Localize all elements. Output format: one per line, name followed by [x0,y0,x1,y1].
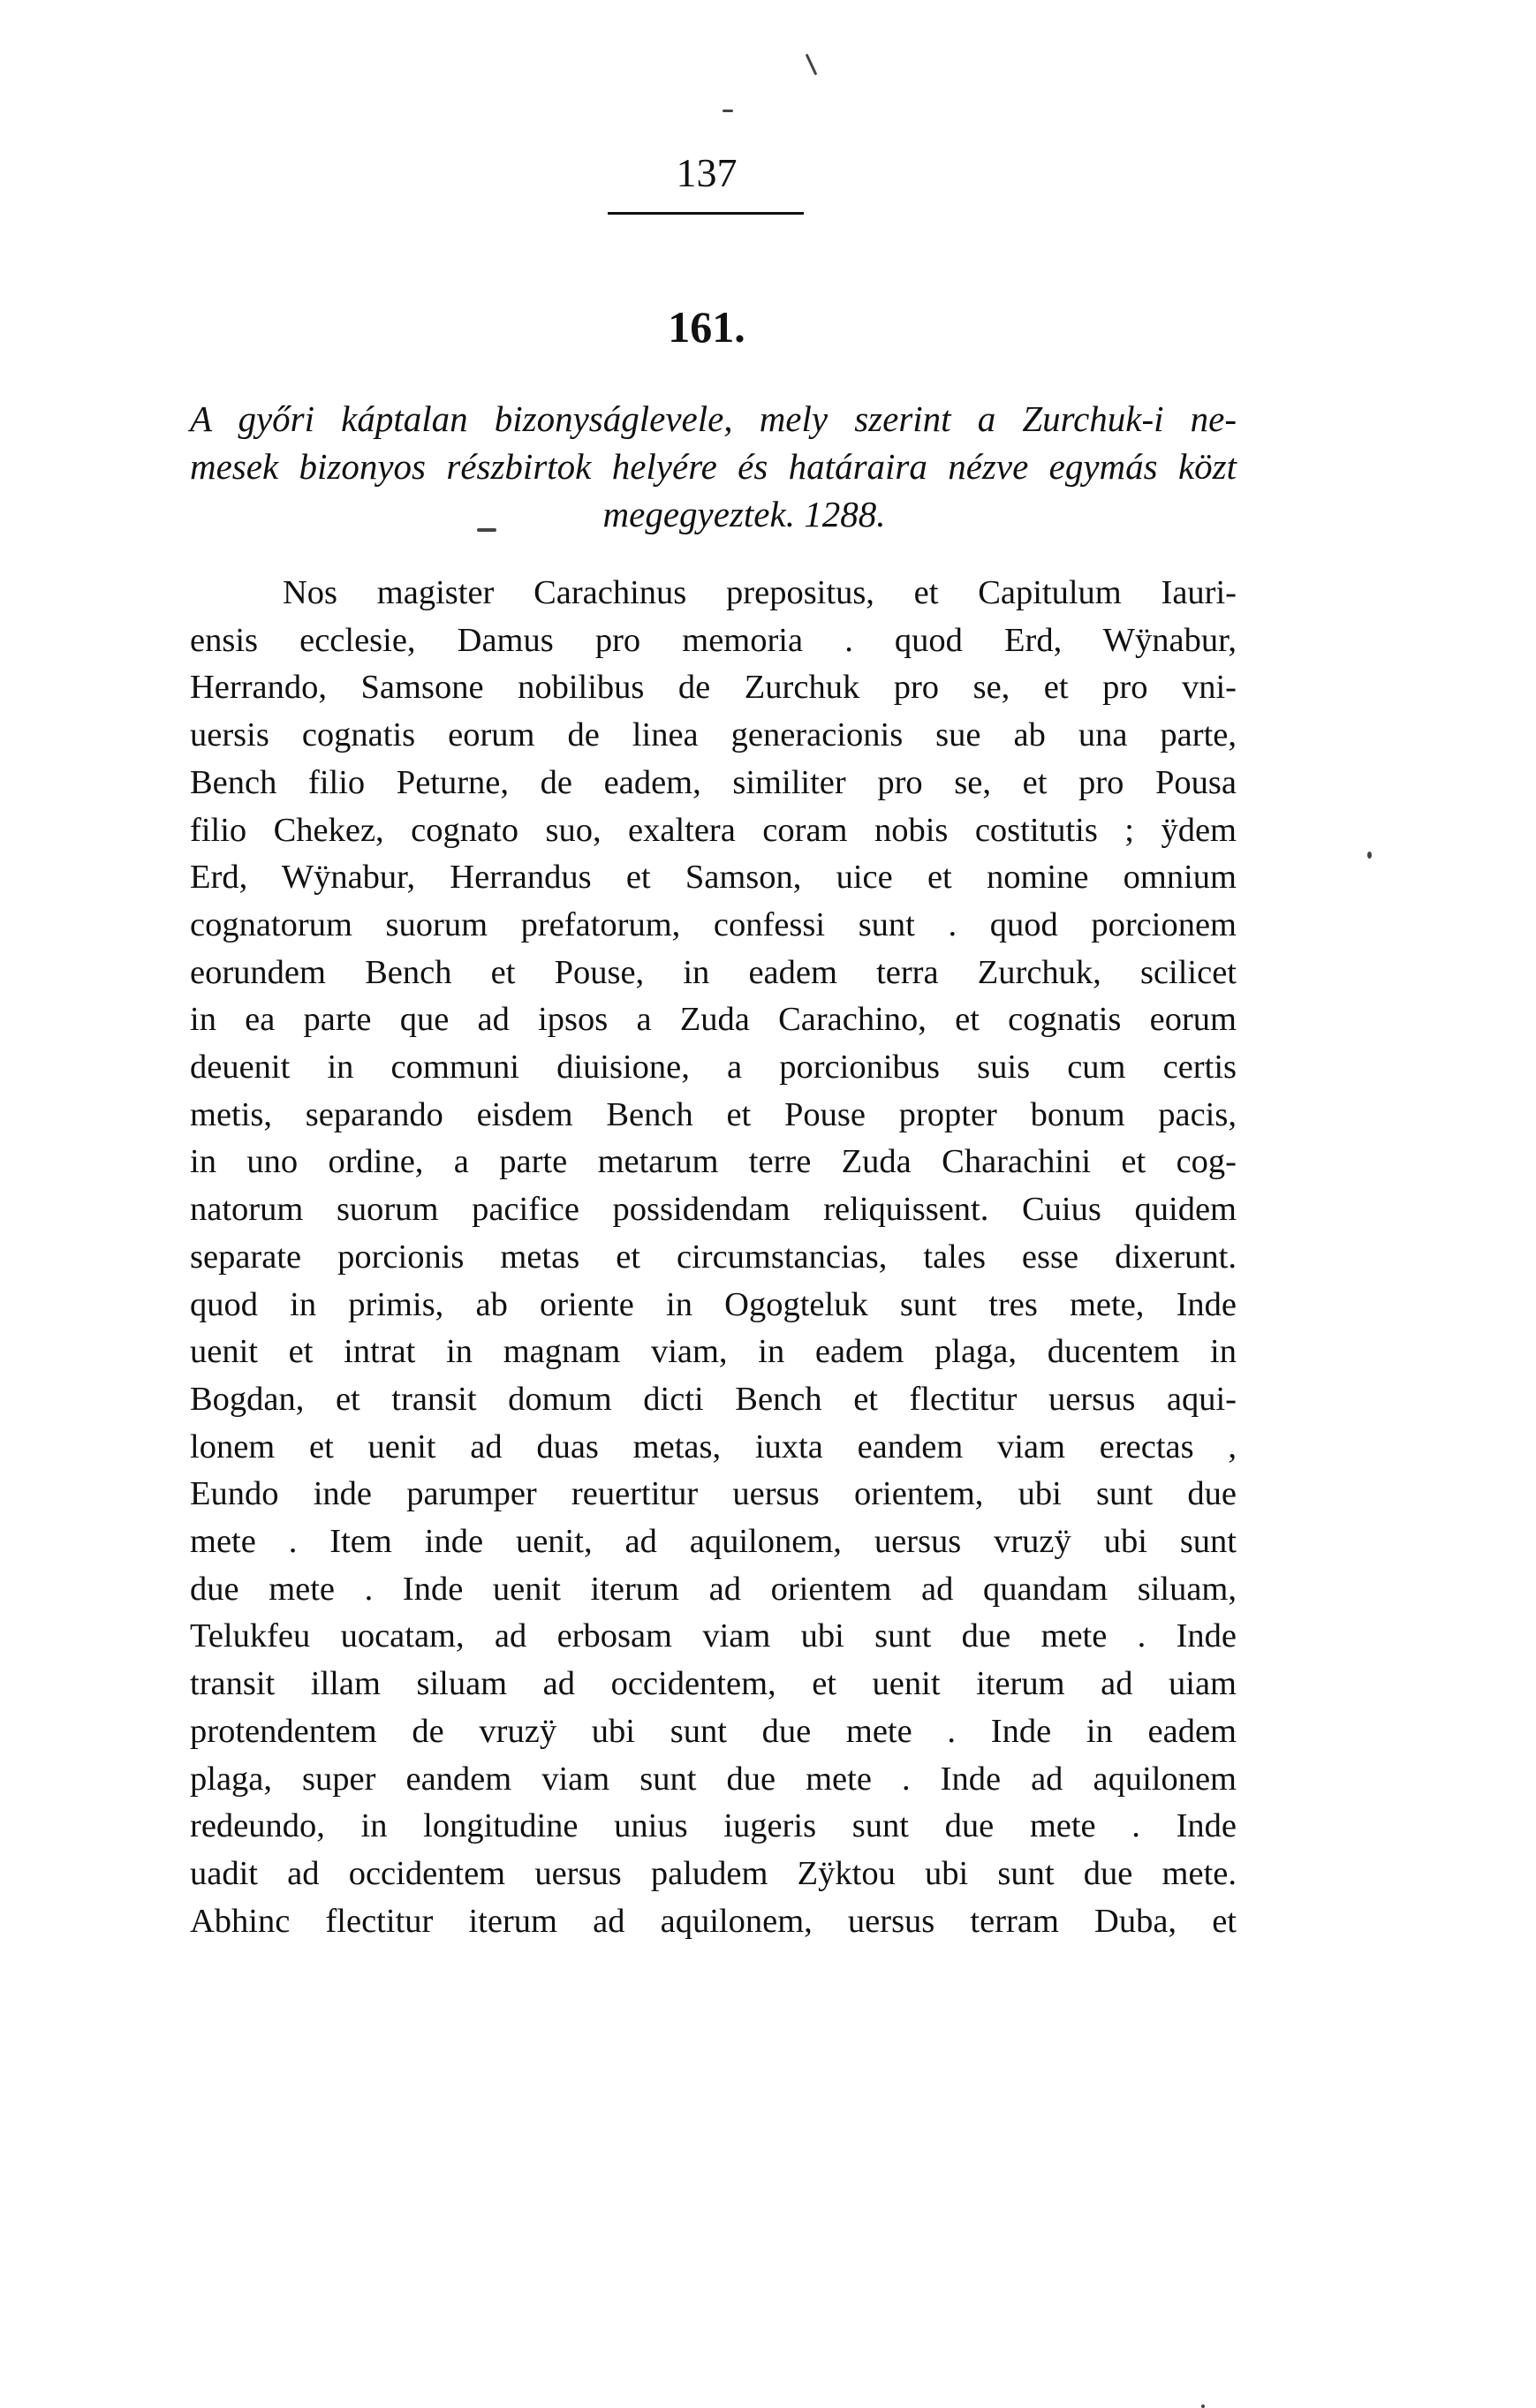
body-line: filio Chekez, cognato suo, exaltera coram nobis costitutis ; ÿdem [190,811,1237,849]
body-line: due mete . Inde uenit iterum ad orientem ad quandam siluam, [190,1570,1237,1608]
body-line: mete . Item inde uenit, ad aquilonem, uersus vruzÿ ubi sunt [190,1523,1237,1561]
body-text [190,570,1237,1945]
body-line: in uno ordine, a parte metarum terre Zuda Charachini et cog- [190,1143,1237,1181]
heading-line: A győri káptalan bizonyságlevele, mely szerint a Zurchuk-i ne- [190,398,1237,439]
document-number: 161. [668,302,745,352]
body-line: Telukfeu uocatam, ad erbosam viam ubi sunt due mete . Inde [190,1617,1237,1655]
body-line: lonem et uenit ad duas metas, iuxta eandem viam erectas , [190,1427,1237,1465]
body-line: uadit ad occidentem uersus paludem Zÿktou ubi sunt due mete. [190,1854,1237,1892]
body-line: deuenit in communi diuisione, a porcionibus suis cum certis [190,1049,1237,1087]
body-line: uersis cognatis eorum de linea generacionis sue ab una parte, [190,716,1237,754]
page-number-rule [608,212,804,215]
scan-speck [477,528,496,532]
body-line: Erd, Wÿnabur, Herrandus et Samson, uice et nomine omnium [190,859,1237,897]
body-line: ensis ecclesie, Damus pro memoria . quod Erd, Wÿnabur, [190,621,1237,659]
body-line: cognatorum suorum prefatorum, confessi sunt . quod porcionem [190,905,1237,943]
body-line: plaga, super eandem viam sunt due mete . Inde ad aquilonem [190,1760,1237,1798]
heading-line: megegyeztek. 1288. [602,494,886,534]
scan-speck [1367,852,1372,859]
body-line: Bench filio Peturne, de eadem, similiter pro se, et pro Pousa [190,763,1237,801]
heading-line: mesek bizonyos részbirtok helyére és határaira nézve egymás közt [190,446,1237,487]
document-heading [190,395,1237,538]
scan-speck [806,54,818,76]
body-line: separate porcionis metas et circumstancias, tales esse dixerunt. [190,1238,1237,1276]
body-line: quod in primis, ab oriente in Ogogteluk sunt tres mete, Inde [190,1285,1237,1323]
scan-speck [723,110,733,112]
body-line: in ea parte que ad ipsos a Zuda Carachino, et cognatis eorum [190,1001,1237,1039]
body-line: Eundo inde parumper reuertitur uersus orientem, ubi sunt due [190,1475,1237,1513]
body-line: redeundo, in longitudine unius iugeris sunt due mete . Inde [190,1807,1237,1845]
scan-speck [1201,2404,1205,2408]
body-line: uenit et intrat in magnam viam, in eadem plaga, ducentem in [190,1333,1237,1371]
page-number: 137 [676,150,738,195]
body-line: Herrando, Samsone nobilibus de Zurchuk pro se, et pro vni- [190,669,1237,707]
body-line: eorundem Bench et Pouse, in eadem terra Zurchuk, scilicet [190,953,1237,991]
body-line: metis, separando eisdem Bench et Pouse propter bonum pacis, [190,1095,1237,1133]
body-line: Abhinc flectitur iterum ad aquilonem, uersus terram Duba, et [190,1902,1237,1940]
body-line: Bogdan, et transit domum dicti Bench et flectitur uersus aqui- [190,1380,1237,1418]
body-line: Nos magister Carachinus prepositus, et Capitulum Iauri- [283,574,1237,611]
body-line: transit illam siluam ad occidentem, et uenit iterum ad uiam [190,1665,1237,1703]
body-line: protendentem de vruzÿ ubi sunt due mete . Inde in eadem [190,1712,1237,1750]
body-line: natorum suorum pacifice possidendam reliquissent. Cuius quidem [190,1191,1237,1229]
